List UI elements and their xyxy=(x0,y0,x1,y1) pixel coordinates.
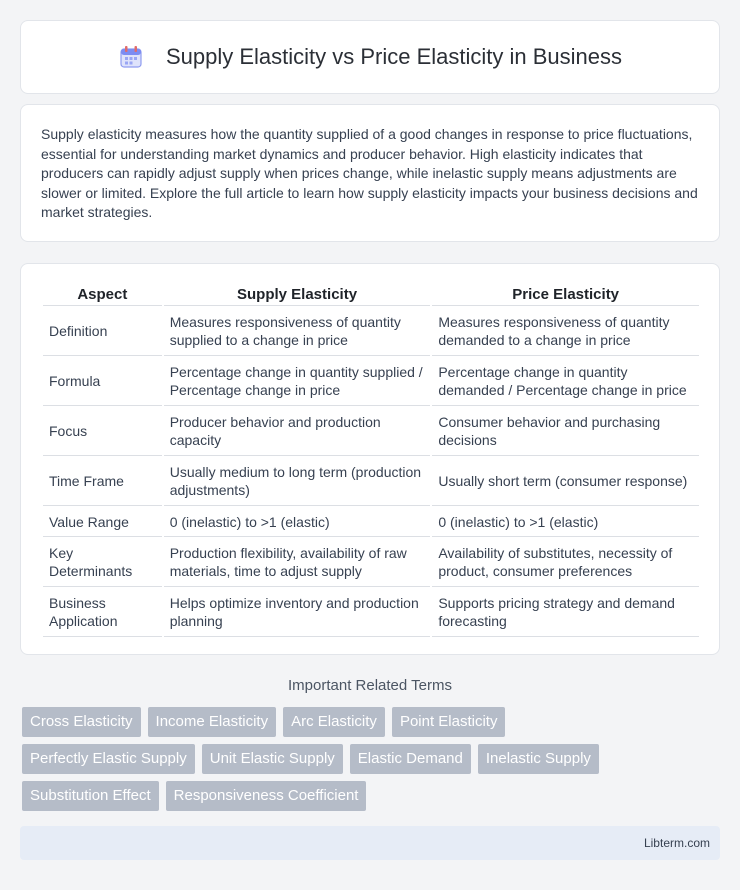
footer-site-link[interactable]: Libterm.com xyxy=(643,836,710,850)
tag-inelastic-supply[interactable]: Inelastic Supply xyxy=(478,744,599,774)
tag-cross-elasticity[interactable]: Cross Elasticity xyxy=(22,707,141,737)
comparison-table xyxy=(41,284,701,637)
price-cell: Consumer behavior and purchasing decisions xyxy=(432,406,699,456)
tag-point-elasticity[interactable]: Point Elasticity xyxy=(392,707,506,737)
tag-perfectly-elastic-supply[interactable]: Perfectly Elastic Supply xyxy=(22,744,195,774)
price-cell: Percentage change in quantity demanded / Percentage change in price xyxy=(432,356,699,406)
aspect-cell: Value Range xyxy=(43,506,162,537)
price-cell: Availability of substitutes, necessity of product, consumer preferences xyxy=(432,537,699,587)
header-aspect: Aspect xyxy=(43,284,162,306)
aspect-cell: Time Frame xyxy=(43,456,162,506)
header-card xyxy=(20,20,720,94)
related-terms-title: Important Related Terms xyxy=(288,677,452,694)
table-header-row xyxy=(43,284,699,306)
related-terms-list xyxy=(22,707,722,818)
intro-card xyxy=(20,104,720,242)
comparison-card xyxy=(20,263,720,655)
tag-elastic-demand[interactable]: Elastic Demand xyxy=(350,744,471,774)
aspect-cell: Formula xyxy=(43,356,162,406)
calendar-icon xyxy=(118,44,144,70)
intro-text: Supply elasticity measures how the quantity supplied of a good changes in response to price fluctuations, essential for understanding market dynamics and producer behavior. High elasticity indicates that producers can rapidly adjust supply when prices change, while inelastic supply means adjustments are slower or limited. Explore the full article to learn how supply elasticity impacts your business decisions and market strategies. xyxy=(41,126,698,221)
price-cell: 0 (inelastic) to >1 (elastic) xyxy=(432,506,699,537)
aspect-cell: Key Determinants xyxy=(43,537,162,587)
table-row xyxy=(43,456,699,506)
tag-row xyxy=(22,744,722,774)
supply-cell: Producer behavior and production capacity xyxy=(164,406,431,456)
supply-cell: Percentage change in quantity supplied / Percentage change in price xyxy=(164,356,431,406)
tag-income-elasticity[interactable]: Income Elasticity xyxy=(148,707,277,737)
page-title: Supply Elasticity vs Price Elasticity in Business xyxy=(165,44,623,69)
supply-cell: Usually medium to long term (production adjustments) xyxy=(164,456,431,506)
aspect-cell: Business Application xyxy=(43,587,162,637)
table-row xyxy=(43,406,699,456)
aspect-cell: Definition xyxy=(43,306,162,356)
price-cell: Measures responsiveness of quantity demanded to a change in price xyxy=(432,306,699,356)
table-row xyxy=(43,537,699,587)
supply-cell: Production flexibility, availability of raw materials, time to adjust supply xyxy=(164,537,431,587)
tag-row xyxy=(22,707,722,737)
table-row xyxy=(43,587,699,637)
tag-unit-elastic-supply[interactable]: Unit Elastic Supply xyxy=(202,744,343,774)
price-cell: Usually short term (consumer response) xyxy=(432,456,699,506)
header-supply-elasticity: Supply Elasticity xyxy=(164,284,431,306)
supply-cell: Measures responsiveness of quantity supplied to a change in price xyxy=(164,306,431,356)
tag-responsiveness-coefficient[interactable]: Responsiveness Coefficient xyxy=(166,781,367,811)
table-row xyxy=(43,506,699,537)
header-price-elasticity: Price Elasticity xyxy=(432,284,699,306)
supply-cell: Helps optimize inventory and production planning xyxy=(164,587,431,637)
table-row xyxy=(43,356,699,406)
price-cell: Supports pricing strategy and demand forecasting xyxy=(432,587,699,637)
aspect-cell: Focus xyxy=(43,406,162,456)
tag-substitution-effect[interactable]: Substitution Effect xyxy=(22,781,159,811)
table-row xyxy=(43,306,699,356)
supply-cell: 0 (inelastic) to >1 (elastic) xyxy=(164,506,431,537)
header-inner xyxy=(118,44,622,70)
footer xyxy=(20,826,720,860)
tag-row xyxy=(22,781,722,811)
tag-arc-elasticity[interactable]: Arc Elasticity xyxy=(283,707,385,737)
